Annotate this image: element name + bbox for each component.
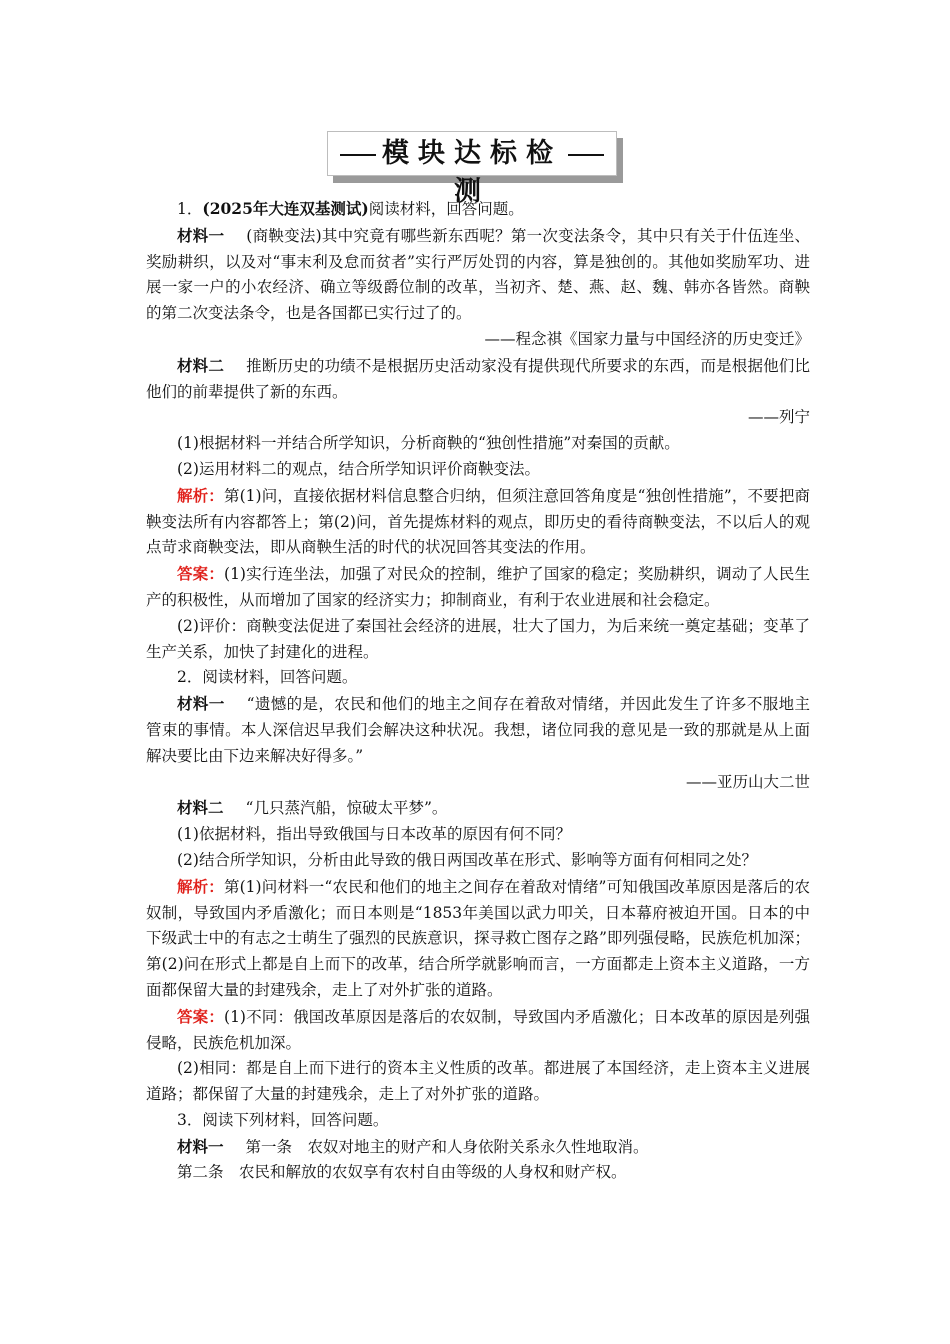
analysis-label: 解析： — [177, 876, 224, 896]
question-3-prompt: 3．阅读下列材料，回答问题。 — [177, 1110, 389, 1129]
q2-answer-1 — [146, 1004, 810, 1057]
analysis-text: 第(1)问，直接依据材料信息整合归纳，但须注意回答角度是“独创性措施”，不要把商鞅变法所有内容都答上；第(2)问，首先提炼材料的观点，即历史的看待商鞅变法，不以后人的观点苛求商鞅变法，即从商鞅生活的时代的状况回答其变法的作用。 — [146, 486, 810, 557]
title-rule-left — [340, 154, 376, 156]
q1-analysis — [146, 483, 810, 561]
document-body — [146, 196, 810, 1186]
q2-material-1-source: ——亚历山大二世 — [685, 772, 810, 791]
question-source-tag: (2025年大连双基测试) — [202, 199, 369, 218]
q1-subquestion-2: (2)运用材料二的观点，结合所学知识评价商鞅变法。 — [177, 459, 540, 478]
question-2-prompt: 2．阅读材料，回答问题。 — [177, 668, 358, 687]
material-label: 材料一 — [177, 694, 225, 714]
q1-material-1 — [146, 223, 810, 327]
material-text: “几只蒸汽船，惊破太平梦”。 — [245, 799, 448, 818]
q2-subquestion-2: (2)结合所学知识，分析由此导致的俄日两国改革在形式、影响等方面有何相同之处？ — [177, 850, 757, 869]
article-text: 第一条 农奴对地主的财产和人身依附关系永久性地取消。 — [245, 1137, 649, 1156]
title-rule-right — [568, 154, 604, 156]
question-1-prompt — [146, 196, 810, 223]
section-title-banner — [327, 131, 623, 207]
q1-answer-2: (2)评价：商鞅变法促进了秦国社会经济的进展，壮大了国力，为后来统一奠定基础；变革了生产关系，加快了封建化的进程。 — [146, 616, 810, 661]
material-label: 材料一 — [177, 1136, 224, 1156]
material-text: (商鞅变法)其中究竟有哪些新东西呢？第一次变法条令，其中只有关于什伍连坐、奖励耕织，以及对“事末利及怠而贫者”实行严厉处罚的内容，算是独创的。其他如奖励军功、进展一家一户的小农经济、确立等级爵位制的改革，当初齐、楚、燕、赵、魏、韩亦各皆然。商鞅的第二次变法条令，也是各国都已实行过了的。 — [146, 226, 810, 323]
q2-material-1 — [146, 691, 810, 769]
material-text: 推断历史的功绩不是根据历史活动家没有提供现代所要求的东西，而是根据他们比他们的前辈提供了新的东西。 — [146, 356, 810, 401]
title-frame — [327, 131, 617, 207]
q2-subquestion-1: (1)依据材料，指出导致俄国与日本改革的原因有何不同？ — [177, 825, 571, 844]
page-title: 模块达标检测 — [382, 138, 562, 207]
analysis-label: 解析： — [177, 485, 224, 505]
q1-material-2-source: ——列宁 — [747, 408, 810, 427]
question-prompt-text: 阅读材料，回答问题。 — [368, 200, 524, 218]
q1-answer-1 — [146, 561, 810, 614]
q1-material-2 — [146, 353, 810, 406]
material-label: 材料一 — [177, 225, 225, 245]
q1-subquestion-1: (1)根据材料一并结合所学知识，分析商鞅的“独创性措施”对秦国的贡献。 — [177, 434, 680, 453]
analysis-text: 第(1)问材料一“农民和他们的地主之间存在着敌对情绪”可知俄国改革原因是落后的农奴制，导致国内矛盾激化；而日本则是“1853年美国以武力叩关，日本幕府被迫开国。日本的中下级武士中的有志之士萌生了强烈的民族意识，探寻救亡图存之路”即列强侵略，民族危机加深；第(2)问在形式上都是自上而下的改革，结合所学就影响而言，一方面都走上资本主义道路，一方面都保留大量的封建残余，走上了对外扩张的道路。 — [146, 877, 810, 999]
q3-material-1 — [146, 1134, 810, 1161]
answer-label: 答案： — [177, 564, 225, 584]
q1-material-1-source: ——程念祺《国家力量与中国经济的历史变迁》 — [484, 329, 810, 348]
answer-label: 答案： — [177, 1006, 225, 1026]
q3-article-2: 第二条 农民和解放的农奴享有农村自由等级的人身权和财产权。 — [177, 1163, 627, 1182]
answer-text: (1)实行连坐法，加强了对民众的控制，维护了国家的稳定；奖励耕织，调动了人民生产的积极性，从而增加了国家的经济实力；抑制商业，有利于农业进展和社会稳定。 — [146, 565, 810, 609]
material-label: 材料二 — [177, 798, 224, 818]
material-label: 材料二 — [177, 355, 224, 375]
material-text: “遗憾的是，农民和他们的地主之间存在着敌对情绪，并因此发生了许多不服地主管束的事情。本人深信迟早我们会解决这种状况。我想，诸位同我的意见是一致的那就是从上面解决要比由下边来解决好得多。” — [146, 695, 810, 765]
q2-material-2 — [146, 795, 810, 822]
question-number: 1． — [177, 200, 203, 218]
q2-analysis — [146, 874, 810, 1004]
q2-answer-2: (2)相同：都是自上而下进行的资本主义性质的改革。都进展了本国经济，走上资本主义进展道路；都保留了大量的封建残余，走上了对外扩张的道路。 — [146, 1059, 810, 1104]
answer-text: (1)不同：俄国改革原因是落后的农奴制，导致国内矛盾激化；日本改革的原因是列强侵略，民族危机加深。 — [146, 1007, 810, 1052]
